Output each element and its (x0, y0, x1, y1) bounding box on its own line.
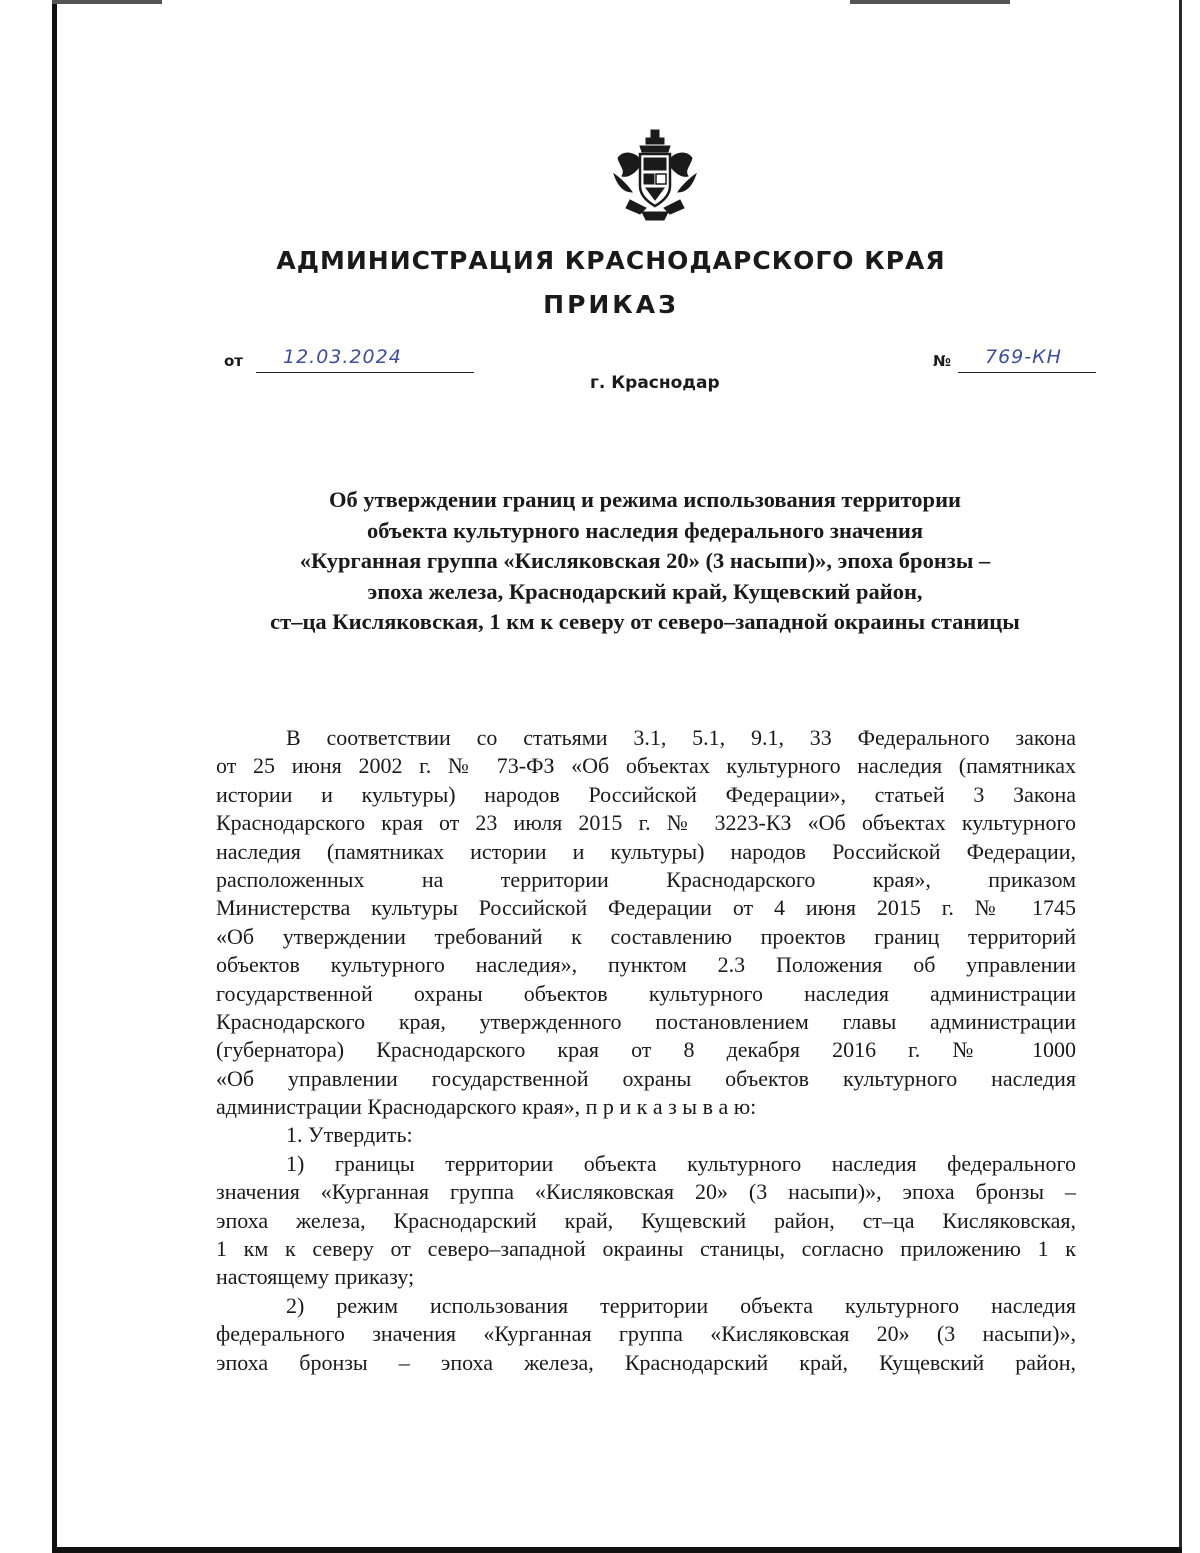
city-label: г. Краснодар (590, 373, 720, 393)
body-line: расположенных на территории Краснодарского края», приказом (216, 866, 1076, 892)
subject-line: «Курганная группа «Кисляковская 20» (3 насыпи)», эпоха бронзы – (299, 548, 991, 573)
body-line: администрации Краснодарского края», п р и к а з ы в а ю: (216, 1094, 757, 1120)
body-line: Краснодарского края от 23 июля 2015 г. № 3223-КЗ «Об объектах культурного (216, 810, 1076, 836)
body-line: наследия (памятниках истории и культуры) народов Российской Федерации, (216, 838, 1076, 864)
body-line: 1. Утвердить: (286, 1122, 413, 1148)
body-line: Краснодарского края, утвержденного постановлением главы администрации (216, 1008, 1076, 1034)
body-line: «Об утверждении требований к составлению проектов границ территорий (216, 923, 1076, 949)
body-line: В соответствии со статьями 3.1, 5.1, 9.1, 33 Федерального закона (286, 725, 1076, 750)
body-line: 2) режим использования территории объекта культурного наследия (286, 1292, 1076, 1318)
scan-right-edge (1179, 0, 1182, 1553)
coat-of-arms-icon (610, 128, 700, 223)
scan-top-mark (52, 0, 162, 4)
body-line: объектов культурного наследия», пунктом 2.3 Положения об управлении (216, 952, 1076, 978)
body-line: от 25 июня 2002 г. № 73-ФЗ «Об объектах культурного наследия (памятниках (216, 753, 1076, 779)
subject-line: ст–ца Кисляковская, 1 км к северу от северо–западной окраины станицы (270, 609, 1020, 634)
body-line: истории и культуры) народов Российской Федерации», статьей 3 Закона (216, 781, 1076, 807)
body-line: 1) границы территории объекта культурного наследия федерального (286, 1150, 1076, 1176)
subject-line: объекта культурного наследия федерального значения (366, 517, 924, 543)
body-line: Министерства культуры Российской Федерации от 4 июня 2015 г. № 1745 (216, 895, 1076, 921)
subject-line: эпоха железа, Краснодарский край, Кущевский район, (367, 578, 923, 604)
body-line: эпоха бронзы – эпоха железа, Краснодарский край, Кущевский район, (216, 1349, 1076, 1375)
scan-top-mark (850, 0, 1010, 4)
body-line: государственной охраны объектов культурного наследия администрации (216, 980, 1076, 1006)
body-line: значения «Курганная группа «Кисляковская 20» (3 насыпи)», эпоха бронзы – (216, 1179, 1076, 1205)
number-label: № (933, 352, 952, 370)
body-line: (губернатора) Краснодарского края от 8 декабря 2016 г. № 1000 (216, 1037, 1076, 1063)
handwritten-date: 12.03.2024 (283, 346, 402, 368)
document-body (216, 724, 1076, 1377)
scan-bottom-edge (52, 1547, 1182, 1553)
body-line: настоящему приказу; (216, 1264, 415, 1290)
organization-title: АДМИНИСТРАЦИЯ КРАСНОДАРСКОГО КРАЯ (276, 246, 946, 275)
scan-left-edge (52, 0, 57, 1553)
body-line: федерального значения «Курганная группа «Кисляковская 20» (3 насыпи)», (216, 1321, 1076, 1347)
body-line: эпоха железа, Краснодарский край, Кущевский район, ст–ца Кисляковская, (216, 1207, 1076, 1233)
document-subject (200, 485, 1090, 638)
handwritten-number: 769-КН (985, 346, 1062, 368)
document-type-title: ПРИКАЗ (543, 290, 679, 319)
body-line: 1 км к северу от северо–западной окраины станицы, согласно приложению 1 к (216, 1236, 1076, 1262)
body-line: «Об управлении государственной охраны объектов культурного наследия (216, 1065, 1076, 1091)
date-label: от (224, 352, 243, 370)
subject-line: Об утверждении границ и режима использования территории (328, 487, 962, 512)
